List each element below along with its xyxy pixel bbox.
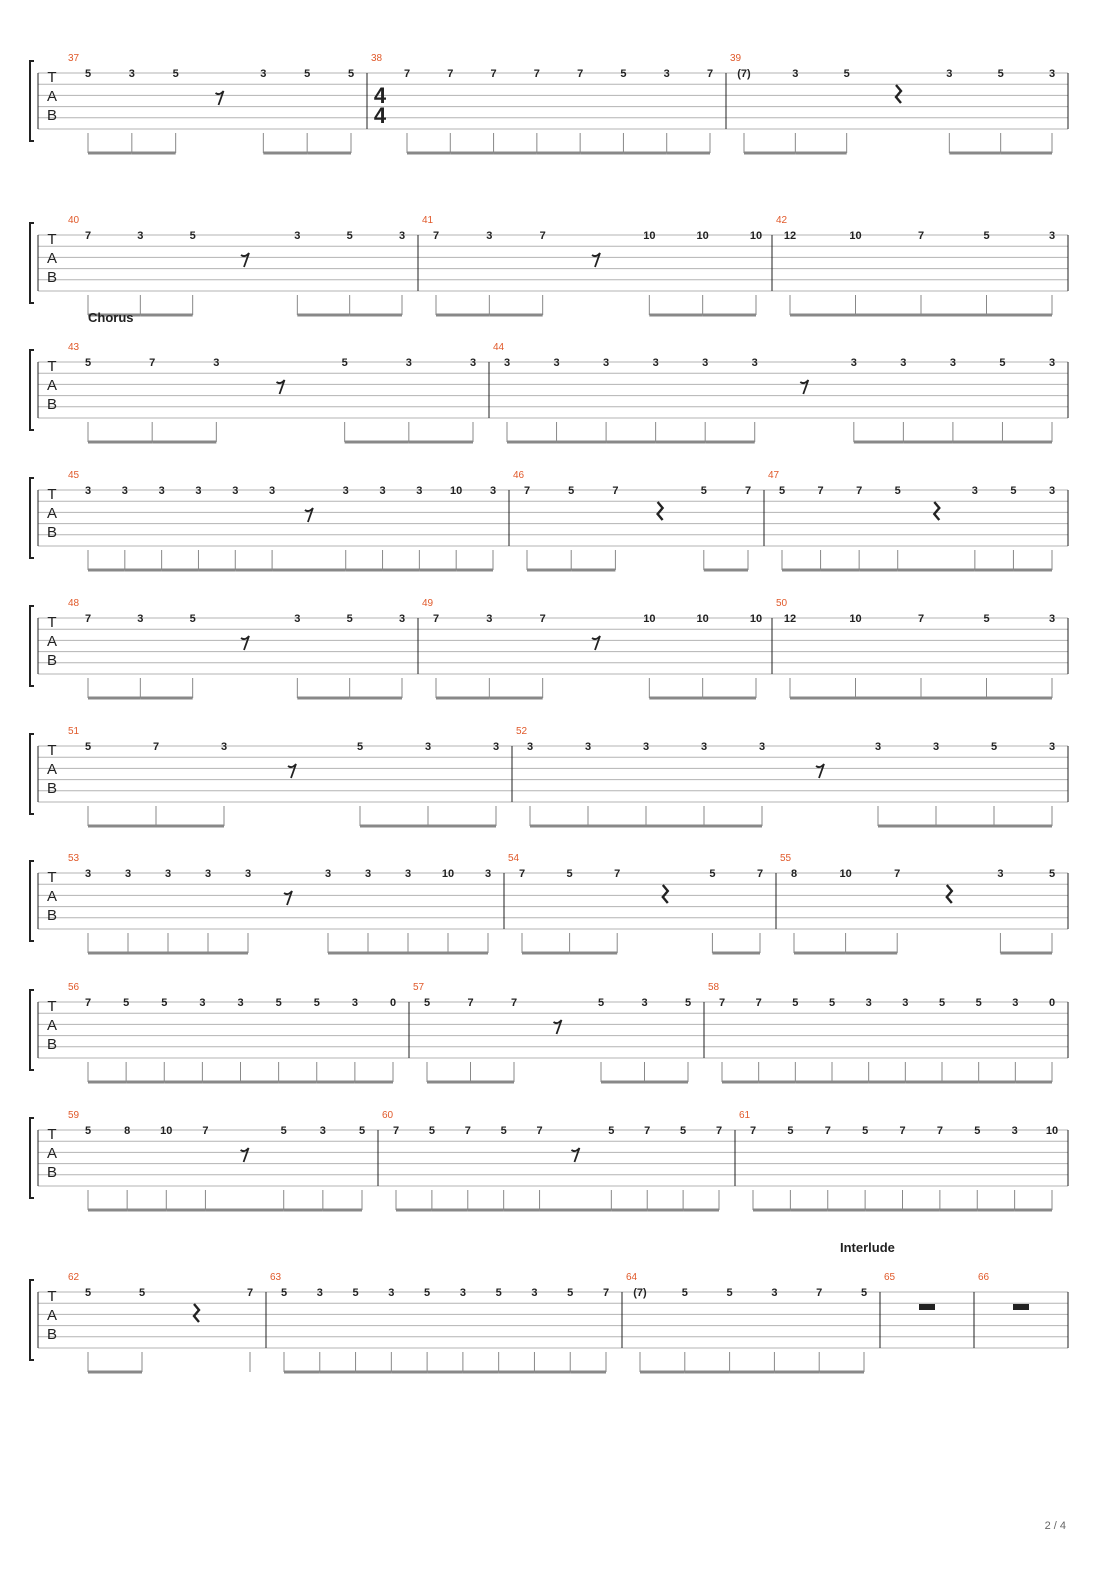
- fret-number: 3: [792, 68, 799, 80]
- fret-number: 3: [758, 741, 766, 753]
- fret-number: 3: [244, 868, 252, 880]
- tab-clef-letter: A: [46, 888, 58, 905]
- measure-number: 54: [508, 853, 520, 864]
- eighth-rest: [288, 764, 296, 778]
- fret-number: 3: [388, 1287, 395, 1299]
- tab-clef-letter: T: [47, 231, 57, 248]
- system-bracket: [30, 350, 34, 430]
- fret-number: 5: [84, 357, 92, 369]
- fret-number: 5: [684, 997, 692, 1009]
- tab-clef-letter: A: [46, 1307, 58, 1324]
- fret-number: 7: [824, 1125, 831, 1137]
- fret-number: 3: [1048, 68, 1056, 80]
- quarter-rest: [934, 502, 939, 520]
- fret-number: 7: [392, 1125, 400, 1137]
- fret-number: 3: [398, 613, 406, 625]
- measure-number: 57: [413, 982, 425, 993]
- fret-number: 3: [416, 485, 423, 497]
- fret-number: 3: [489, 485, 497, 497]
- whole-rest: [919, 1304, 935, 1310]
- eighth-rest: [241, 253, 249, 267]
- fret-number: 10: [849, 613, 862, 625]
- fret-number: 3: [997, 868, 1004, 880]
- fret-number: 7: [756, 868, 764, 880]
- fret-number: 3: [164, 868, 172, 880]
- fret-number: 3: [526, 741, 534, 753]
- fret-number: 5: [997, 68, 1004, 80]
- fret-number: 7: [464, 1125, 471, 1137]
- fret-number: 3: [351, 997, 358, 1009]
- fret-number: 3: [1011, 1125, 1018, 1137]
- tab-clef-letter: B: [46, 107, 58, 124]
- fret-number: 3: [584, 741, 592, 753]
- measure-number: 52: [516, 726, 528, 737]
- fret-number: 7: [447, 68, 454, 80]
- fret-number: 5: [347, 68, 355, 80]
- tab-clef-letter: B: [46, 1326, 58, 1343]
- fret-number: 5: [84, 1125, 92, 1137]
- fret-number: 7: [755, 997, 762, 1009]
- fret-number: 3: [484, 868, 492, 880]
- fret-number: 10: [849, 230, 862, 242]
- fret-number: 5: [843, 68, 850, 80]
- fret-number: 7: [644, 1125, 651, 1137]
- fret-number: 5: [423, 997, 431, 1009]
- fret-number: 7: [84, 613, 92, 625]
- fret-number: 3: [260, 68, 267, 80]
- fret-number: 7: [533, 68, 540, 80]
- fret-number: 3: [84, 485, 92, 497]
- fret-number: 7: [817, 485, 824, 497]
- fret-number: 7: [715, 1125, 723, 1137]
- fret-number: 3: [553, 357, 560, 369]
- quarter-rest: [658, 502, 663, 520]
- fret-number: 7: [539, 613, 546, 625]
- fret-number: 5: [346, 230, 353, 242]
- tab-clef-letter: A: [46, 1017, 58, 1034]
- fret-number: 5: [84, 1287, 92, 1299]
- measure-number: 43: [68, 342, 80, 353]
- fret-number: 10: [643, 230, 656, 242]
- fret-number: 5: [567, 1287, 574, 1299]
- fret-number: 5: [792, 997, 799, 1009]
- fret-number: 5: [1048, 868, 1056, 880]
- fret-number: 3: [199, 997, 206, 1009]
- fret-number: 5: [1010, 485, 1017, 497]
- tab-clef-letter: T: [47, 69, 57, 86]
- fret-number: 7: [856, 485, 863, 497]
- measure-number: 53: [68, 853, 80, 864]
- tab-clef-letter: B: [46, 907, 58, 924]
- fret-number: 5: [341, 357, 348, 369]
- eighth-rest: [592, 253, 600, 267]
- fret-number: 3: [492, 741, 500, 753]
- fret-number: 7: [518, 868, 526, 880]
- fret-number: 5: [84, 68, 92, 80]
- tab-clef-letter: A: [46, 633, 58, 650]
- fret-number: 3: [902, 997, 909, 1009]
- measure-number: 46: [513, 470, 525, 481]
- measure-number: 42: [776, 215, 788, 226]
- fret-number: 7: [718, 997, 726, 1009]
- fret-number: 5: [983, 230, 990, 242]
- eighth-rest: [216, 91, 224, 105]
- system-bracket: [30, 223, 34, 303]
- fret-number: 5: [709, 868, 716, 880]
- fret-number: 7: [917, 230, 925, 242]
- measure-number: 65: [884, 1272, 896, 1283]
- tab-clef-letter: A: [46, 250, 58, 267]
- sixteenth-rest: [284, 891, 292, 905]
- fret-number: 3: [946, 68, 953, 80]
- fret-number: 7: [523, 485, 531, 497]
- fret-number: 8: [790, 868, 798, 880]
- fret-number: 3: [1048, 613, 1056, 625]
- fret-number: 5: [608, 1125, 615, 1137]
- time-signature-numerator: 4: [373, 83, 387, 108]
- fret-number: 3: [84, 868, 92, 880]
- time-signature-denominator: 4: [373, 103, 387, 128]
- measure-number: 41: [422, 215, 434, 226]
- fret-number: 7: [539, 230, 546, 242]
- fret-number: 5: [975, 997, 982, 1009]
- system-bracket: [30, 1280, 34, 1360]
- fret-number: 3: [486, 230, 493, 242]
- eighth-rest: [571, 1148, 579, 1162]
- system-bracket: [30, 734, 34, 814]
- system-bracket: [30, 478, 34, 558]
- fret-number: 3: [237, 997, 244, 1009]
- fret-number: 3: [1048, 230, 1056, 242]
- fret-number: 3: [874, 741, 882, 753]
- fret-number: 3: [900, 357, 907, 369]
- measure-number: 64: [626, 1272, 638, 1283]
- fret-number: 3: [232, 485, 239, 497]
- fret-number: 5: [860, 1287, 868, 1299]
- fret-number: 3: [124, 868, 132, 880]
- tab-clef-letter: T: [47, 614, 57, 631]
- measure-number: 59: [68, 1110, 80, 1121]
- measure-number: 47: [768, 470, 780, 481]
- fret-number: 7: [917, 613, 925, 625]
- fret-number: 3: [294, 230, 301, 242]
- fret-number: 3: [503, 357, 511, 369]
- tab-clef-letter: T: [47, 1288, 57, 1305]
- fret-number: 7: [577, 68, 584, 80]
- fret-number: 3: [405, 357, 412, 369]
- measure-number: 44: [493, 342, 505, 353]
- fret-number: 10: [749, 230, 763, 242]
- fret-number: 5: [568, 485, 575, 497]
- measure-number: 66: [978, 1272, 990, 1283]
- fret-number: 10: [450, 485, 463, 497]
- fret-number: 5: [620, 68, 627, 80]
- eighth-rest: [241, 636, 249, 650]
- fret-number: 3: [364, 868, 372, 880]
- fret-number: 5: [828, 997, 836, 1009]
- quarter-rest: [947, 885, 952, 903]
- whole-rest: [1013, 1304, 1029, 1310]
- measure-number: 63: [270, 1272, 282, 1283]
- fret-number: 3: [702, 357, 709, 369]
- tab-clef-letter: B: [46, 269, 58, 286]
- fret-number: 3: [404, 868, 412, 880]
- tab-clef-letter: T: [47, 358, 57, 375]
- fret-number: 7: [894, 868, 901, 880]
- measure-number: 60: [382, 1110, 394, 1121]
- sixteenth-rest: [305, 508, 313, 522]
- fret-number: 7: [614, 868, 621, 880]
- measure-number: 49: [422, 598, 434, 609]
- fret-number: 10: [696, 613, 709, 625]
- fret-number: 3: [865, 997, 872, 1009]
- fret-number: 5: [681, 1287, 688, 1299]
- measure-number: 38: [371, 53, 383, 64]
- fret-number: 3: [459, 1287, 466, 1299]
- fret-number: 5: [304, 68, 311, 80]
- sixteenth-rest: [816, 764, 824, 778]
- fret-number: 10: [160, 1125, 173, 1137]
- fret-number: 5: [500, 1125, 507, 1137]
- tab-clef-letter: A: [46, 88, 58, 105]
- fret-number: 12: [783, 613, 797, 625]
- fret-number: 7: [899, 1125, 906, 1137]
- tab-clef-letter: A: [46, 761, 58, 778]
- fret-number: 7: [432, 613, 440, 625]
- fret-number: 3: [642, 741, 650, 753]
- fret-number: 5: [597, 997, 605, 1009]
- fret-number: 5: [189, 230, 196, 242]
- fret-number: 7: [936, 1125, 943, 1137]
- tab-clef-letter: T: [47, 486, 57, 503]
- fret-number: (7): [737, 68, 751, 80]
- fret-number: 10: [696, 230, 709, 242]
- fret-number: 3: [319, 1125, 326, 1137]
- fret-number: 5: [700, 485, 707, 497]
- fret-number: 7: [202, 1125, 209, 1137]
- measure-number: 48: [68, 598, 80, 609]
- fret-number: 5: [280, 1287, 288, 1299]
- fret-number: 5: [356, 741, 364, 753]
- fret-number: 3: [220, 741, 228, 753]
- quarter-rest: [194, 1304, 199, 1322]
- fret-number: 5: [894, 485, 901, 497]
- fret-number: 3: [603, 357, 610, 369]
- measure-number: 40: [68, 215, 80, 226]
- fret-number: 7: [706, 68, 714, 80]
- measure-number: 56: [68, 982, 80, 993]
- tab-clef-letter: A: [46, 505, 58, 522]
- measure-number: 51: [68, 726, 80, 737]
- fret-number: 5: [428, 1125, 435, 1137]
- fret-number: 7: [432, 230, 440, 242]
- fret-number: 3: [700, 741, 708, 753]
- fret-number: 5: [862, 1125, 869, 1137]
- fret-number: 8: [124, 1125, 131, 1137]
- fret-number: 3: [342, 485, 349, 497]
- fret-number: 3: [137, 613, 144, 625]
- fret-number: 3: [531, 1287, 538, 1299]
- eighth-rest: [592, 636, 600, 650]
- fret-number: 5: [938, 997, 946, 1009]
- tab-clef-letter: B: [46, 1164, 58, 1181]
- fret-number: 3: [469, 357, 477, 369]
- fret-number: 5: [84, 741, 92, 753]
- quarter-rest: [663, 885, 668, 903]
- fret-number: 7: [490, 68, 497, 80]
- fret-number: 7: [536, 1125, 543, 1137]
- fret-number: 5: [346, 613, 353, 625]
- system-bracket: [30, 861, 34, 941]
- fret-number: 7: [744, 485, 752, 497]
- fret-number: 3: [641, 997, 648, 1009]
- fret-number: 5: [974, 1125, 981, 1137]
- system-bracket: [30, 1118, 34, 1198]
- fret-number: 5: [123, 997, 130, 1009]
- eighth-rest: [277, 380, 285, 394]
- fret-number: 12: [783, 230, 797, 242]
- tab-clef-letter: A: [46, 1145, 58, 1162]
- fret-number: 5: [313, 997, 320, 1009]
- fret-number: 3: [1048, 741, 1056, 753]
- fret-number: (7): [633, 1287, 647, 1299]
- fret-number: 7: [749, 1125, 757, 1137]
- fret-number: 7: [149, 357, 156, 369]
- fret-number: 5: [138, 1287, 146, 1299]
- fret-number: 3: [195, 485, 202, 497]
- fret-number: 5: [189, 613, 196, 625]
- fret-number: 3: [158, 485, 165, 497]
- fret-number: 3: [486, 613, 493, 625]
- fret-number: 7: [602, 1287, 610, 1299]
- fret-number: 10: [839, 868, 852, 880]
- fret-number: 7: [403, 68, 411, 80]
- fret-number: 10: [1045, 1125, 1059, 1137]
- fret-number: 5: [172, 68, 179, 80]
- section-label: Chorus: [88, 310, 134, 325]
- quarter-rest: [896, 85, 901, 103]
- system-bracket: [30, 61, 34, 141]
- fret-number: 10: [441, 868, 455, 880]
- system-bracket: [30, 606, 34, 686]
- fret-number: 3: [1048, 357, 1056, 369]
- fret-number: 5: [990, 741, 998, 753]
- fret-number: 5: [280, 1125, 287, 1137]
- fret-number: 0: [389, 997, 397, 1009]
- eighth-rest: [241, 1148, 249, 1162]
- fret-number: 3: [932, 741, 940, 753]
- measure-number: 50: [776, 598, 788, 609]
- tab-clef-letter: T: [47, 998, 57, 1015]
- fret-number: 7: [612, 485, 619, 497]
- fret-number: 3: [751, 357, 758, 369]
- tab-clef-letter: B: [46, 1036, 58, 1053]
- fret-number: 3: [294, 613, 301, 625]
- page-number: 2 / 4: [1044, 1520, 1066, 1532]
- fret-number: 3: [379, 485, 386, 497]
- fret-number: 5: [787, 1125, 794, 1137]
- fret-number: 3: [424, 741, 432, 753]
- fret-number: 3: [324, 868, 332, 880]
- fret-number: 3: [1048, 485, 1056, 497]
- tab-clef-letter: T: [47, 869, 57, 886]
- measure-number: 55: [780, 853, 792, 864]
- fret-number: 3: [204, 868, 212, 880]
- system-bracket: [30, 990, 34, 1070]
- fret-number: 5: [275, 997, 282, 1009]
- measure-number: 58: [708, 982, 720, 993]
- fret-number: 7: [152, 741, 160, 753]
- measure-number: 45: [68, 470, 80, 481]
- fret-number: 5: [352, 1287, 359, 1299]
- fret-number: 3: [213, 357, 220, 369]
- fret-number: 7: [246, 1287, 254, 1299]
- fret-number: 5: [680, 1125, 687, 1137]
- fret-number: 5: [726, 1287, 733, 1299]
- fret-number: 0: [1048, 997, 1056, 1009]
- fret-number: 3: [771, 1287, 778, 1299]
- fret-number: 10: [643, 613, 656, 625]
- fret-number: 3: [269, 485, 276, 497]
- tab-clef-letter: B: [46, 652, 58, 669]
- measure-number: 61: [739, 1110, 751, 1121]
- fret-number: 5: [358, 1125, 366, 1137]
- fret-number: 5: [566, 868, 573, 880]
- eighth-rest: [554, 1020, 562, 1034]
- fret-number: 7: [467, 997, 474, 1009]
- fret-number: 3: [128, 68, 135, 80]
- tab-clef-letter: B: [46, 780, 58, 797]
- fret-number: 3: [398, 230, 406, 242]
- fret-number: 3: [663, 68, 670, 80]
- fret-number: 5: [424, 1287, 431, 1299]
- tab-clef-letter: T: [47, 1126, 57, 1143]
- fret-number: 3: [316, 1287, 323, 1299]
- fret-number: 3: [850, 357, 857, 369]
- fret-number: 7: [84, 997, 92, 1009]
- measure-number: 37: [68, 53, 80, 64]
- measure-number: 39: [730, 53, 742, 64]
- fret-number: 3: [121, 485, 128, 497]
- fret-number: 3: [652, 357, 659, 369]
- fret-number: 5: [983, 613, 990, 625]
- fret-number: 3: [1012, 997, 1019, 1009]
- tab-clef-letter: B: [46, 396, 58, 413]
- tab-clef-letter: A: [46, 377, 58, 394]
- fret-number: 3: [949, 357, 956, 369]
- fret-number: 3: [971, 485, 978, 497]
- fret-number: 5: [161, 997, 168, 1009]
- fret-number: 5: [495, 1287, 502, 1299]
- section-label: Interlude: [840, 1240, 895, 1255]
- sixteenth-rest: [800, 380, 808, 394]
- fret-number: 10: [749, 613, 763, 625]
- fret-number: 7: [816, 1287, 823, 1299]
- fret-number: 5: [778, 485, 786, 497]
- fret-number: 7: [510, 997, 518, 1009]
- fret-number: 3: [137, 230, 144, 242]
- fret-number: 7: [84, 230, 92, 242]
- tab-clef-letter: T: [47, 742, 57, 759]
- measure-number: 62: [68, 1272, 80, 1283]
- tab-clef-letter: B: [46, 524, 58, 541]
- fret-number: 5: [999, 357, 1006, 369]
